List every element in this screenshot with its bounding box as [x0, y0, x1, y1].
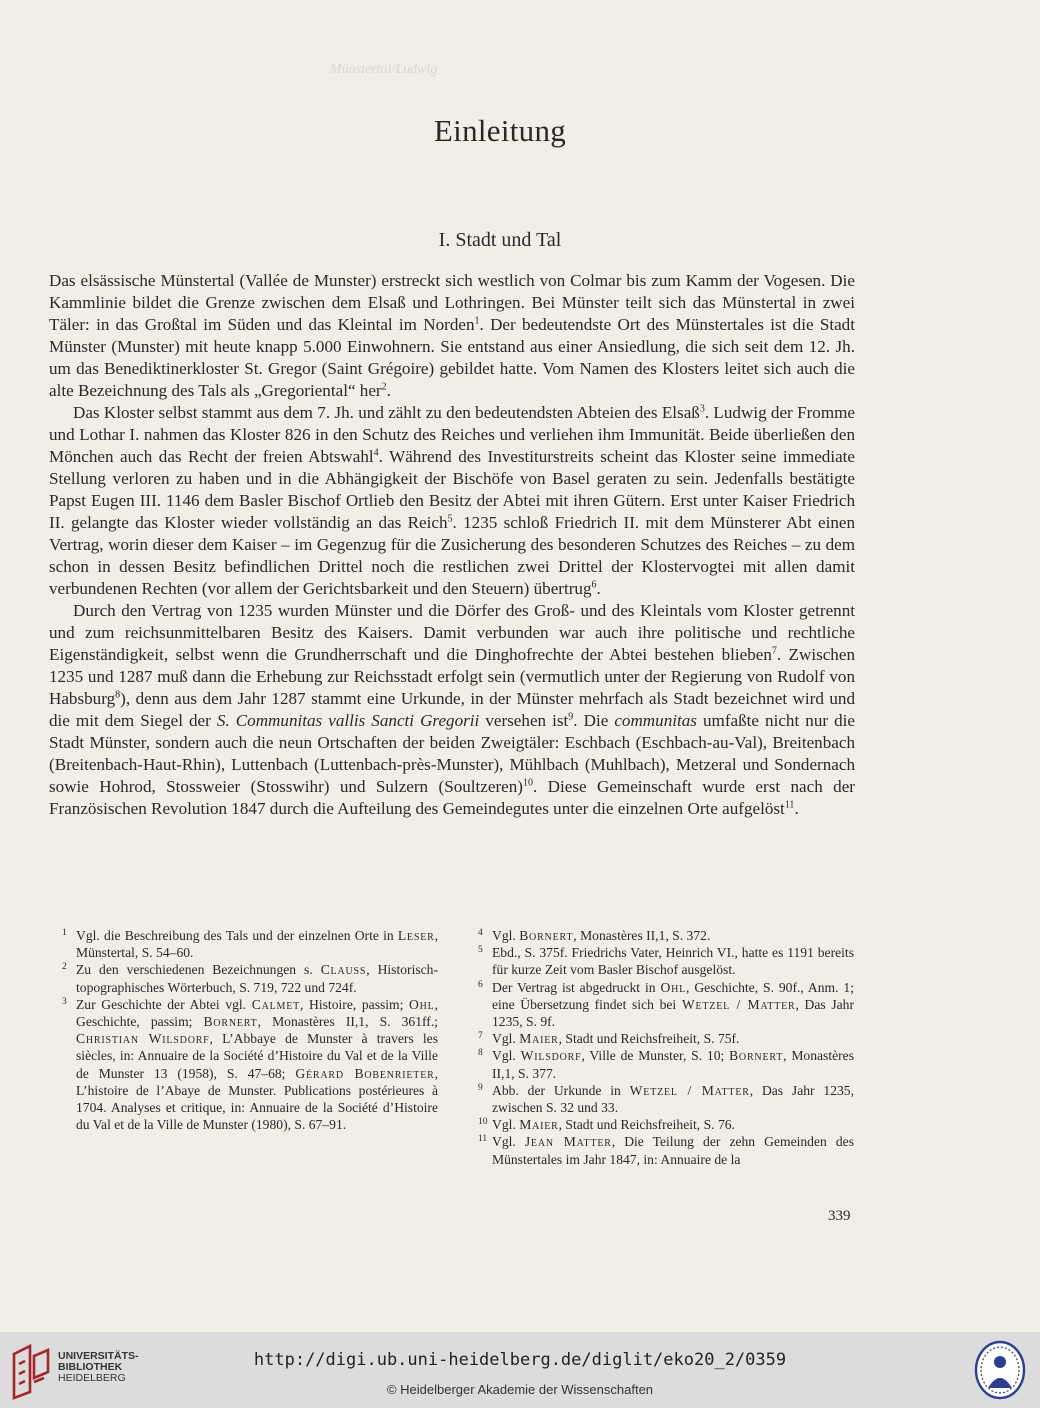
- page-number: 339: [828, 1208, 851, 1224]
- viewer-footer: [0, 1332, 1040, 1408]
- footnotes-right: [478, 927, 854, 1168]
- footnote-3: 3 Zur Geschichte der Abtei vgl. Calmet, Histoire, passim; Ohl, Geschichte, passim; Bornert, Monastères II,1, S. 361ff.; Christian Wilsdorf, L’Abbaye de Munster à travers les siècles, in: Annuaire de la Société d’Histoire du Val et de la Ville de Munster 13 (1958), S. 47–68; Gérard Bobenrieter, L’histoire de l’Abaye de Munster. Publications postérieures à 1704. Analyses et critique, in: Annuaire de la Société d’Histoire du Val et de la Ville de Munster (1980), S. 67–91.: [62, 996, 439, 1133]
- footnote-ref: 10: [523, 777, 533, 789]
- academy-seal-icon[interactable]: [974, 1340, 1026, 1400]
- footnote-ref: 11: [784, 799, 795, 811]
- footnote-10: 10 Vgl. Maier, Stadt und Reichsfreiheit, S. 76.: [478, 1117, 735, 1133]
- footnote-ref: 9: [568, 711, 574, 723]
- bleed-through-text: Münstertal/Ludwig: [330, 62, 438, 77]
- footnote-ref: 2: [381, 381, 387, 393]
- paragraph-2: Das Kloster selbst stammt aus dem 7. Jh. und zählt zu den bedeutendsten Abteien des Elsaß$^3$. Ludwig der Fromme und Lothar I. nahmen das Kloster 826 in den Schutz des Reiches und verliehen ihm Immunität. Beide überließen den Mönchen auch das Recht der freien Abtswahl$^4$. Während des Investiturstreits scheint das Kloster seine immediate Stellung verloren zu haben und in die Abhängigkeit der Bischöfe von Basel geraten zu sein. Jedenfalls bestätigte Papst Eugen III. 1146 dem Basler Bischof Ortlieb den Besitz der Abtei mit ihren Gütern. Erst unter Kaiser Friedrich II. gelangte das Kloster wieder vollständig an das Reich$^5$. 1235 schloß Friedrich II. mit dem Münsterer Abt einen Vertrag, worin dieser dem Kaiser – im Gegenzug für die Zusicherung des besonderen Schutzes des Reiches – zu dem schon in dessen Besitz befindlichen Drittel noch die restlichen zwei Drittel der Klostervogtei mit allen damit verbundenen Rechten (vor allem der Gerichtsbarkeit und den Steuern) übertrug$^6$.: [49, 403, 856, 598]
- section-heading: I. Stadt und Tal: [438, 229, 562, 251]
- footnote-ref: 7: [771, 645, 777, 657]
- footnote-8: 8 Vgl. Wilsdorf, Ville de Munster, S. 10; Bornert, Monastères II,1, S. 377.: [478, 1048, 854, 1081]
- permalink-url[interactable]: http://digi.ub.uni-heidelberg.de/diglit/eko20_2/0359: [253, 1350, 787, 1370]
- footnote-4: 4 Vgl. Bornert, Monastères II,1, S. 372.: [478, 928, 711, 943]
- footnote-2: 2 Zu den verschiedenen Bezeichnungen s. Clauss, Historisch-topographisches Wörterbuch, S. 719, 722 und 724f.: [62, 962, 438, 995]
- page-title: Einleitung: [433, 113, 567, 148]
- footnote-ref: 3: [699, 403, 705, 415]
- footnote-ref: 1: [474, 315, 480, 327]
- main-text: [49, 270, 855, 820]
- footnote-7: 7 Vgl. Maier, Stadt und Reichsfreiheit, S. 75f.: [478, 1031, 740, 1047]
- footnote-11: 11 Vgl. Jean Matter, Die Teilung der zehn Gemeinden des Münstertales im Jahr 1847, in: Annuaire de la: [478, 1134, 854, 1167]
- footnotes-left: [62, 927, 438, 1133]
- paragraph-1: Das elsässische Münstertal (Vallée de Munster) erstreckt sich westlich von Colmar bis zum Kamm der Vogesen. Die Kammlinie bildet die Grenze zwischen dem Elsaß und Lothringen. Bei Münster teilt sich das Münstertal in zwei Täler: in das Großtal im Süden und das Kleintal im Norden$^1$. Der bedeutendste Ort des Münstertales ist die Stadt Münster (Munster) mit heute knapp 5.000 Einwohnern. Sie entstand aus einer Ansiedlung, die sich seit dem 12. Jh. um das Benediktinerkloster St. Gregor (Saint Grégoire) gebildet hatte. Vom Namen des Klosters leitet sich auch die alte Bezeichnung des Tals als „Gregoriental“ her$^2$.: [49, 271, 855, 400]
- copyright-notice: © Heidelberger Akademie der Wissenschaften: [386, 1382, 654, 1397]
- footnote-9: 9 Abb. der Urkunde in Wetzel / Matter, Das Jahr 1235, zwischen S. 32 und 33.: [478, 1082, 854, 1116]
- footnote-5: 5 Ebd., S. 375f. Friedrichs Vater, Heinrich VI., hatte es 1191 bereits für kurze Zeit vom Basler Bischof ausgelöst.: [478, 945, 854, 978]
- footnote-ref: 6: [591, 579, 597, 591]
- footnote-1: 1 Vgl. die Beschreibung des Tals und der einzelnen Orte in Leser, Münstertal, S. 54–60.: [62, 928, 438, 961]
- footnote-ref: 5: [447, 513, 453, 525]
- library-logo-text[interactable]: UNIVERSITÄTS- BIBLIOTHEK HEIDELBERG: [58, 1350, 139, 1384]
- footnote-6: 6 Der Vertrag ist abgedruckt in Ohl, Geschichte, S. 90f., Anm. 1; eine Übersetzung findet sich bei Wetzel / Matter, Das Jahr 1235, S. 9f.: [478, 979, 854, 1030]
- footnote-ref: 4: [373, 447, 379, 459]
- footnote-ref: 8: [115, 689, 121, 701]
- paragraph-3: Durch den Vertrag von 1235 wurden Münster und die Dörfer des Groß- und des Kleintals vom Kloster getrennt und zum reichsunmittelbaren Besitz des Kaisers. Damit verbunden war auch ihre politische und rechtliche Eigenständigkeit, selbst wenn die Grundherrschaft und die Dinghofrechte der Abtei bestehen blieben$^7$. Zwischen 1235 und 1287 muß dann die Erhebung zur Reichsstadt erfolgt sein (vermutlich unter der Regierung von Rudolf von Habsburg$^8$), denn aus dem Jahr 1287 stammt eine Urkunde, in der Münster mehrfach als Stadt bezeichnet wird und die mit dem Siegel der S. Communitas vallis Sancti Gregorii versehen ist$^9$. Die communitas umfaßte nicht nur die Stadt Münster, sondern auch die neun Ortschaften der beiden Zweigtäler: Eschbach (Eschbach-au-Val), Breitenbach (Breitenbach-Haut-Rhin), Luttenbach (Luttenbach-près-Munster), Mühlbach (Muhlbach), Metzeral und Sondernach sowie Hohrod, Stossweier (Stosswihr) und Sulzern (Soultzeren)$^{10}$. Diese Gemeinschaft wurde erst nach der Französischen Revolution 1847 durch die Aufteilung des Gemeindegutes unter die einzelnen Orte aufgelöst$^{11}$.: [49, 601, 855, 818]
